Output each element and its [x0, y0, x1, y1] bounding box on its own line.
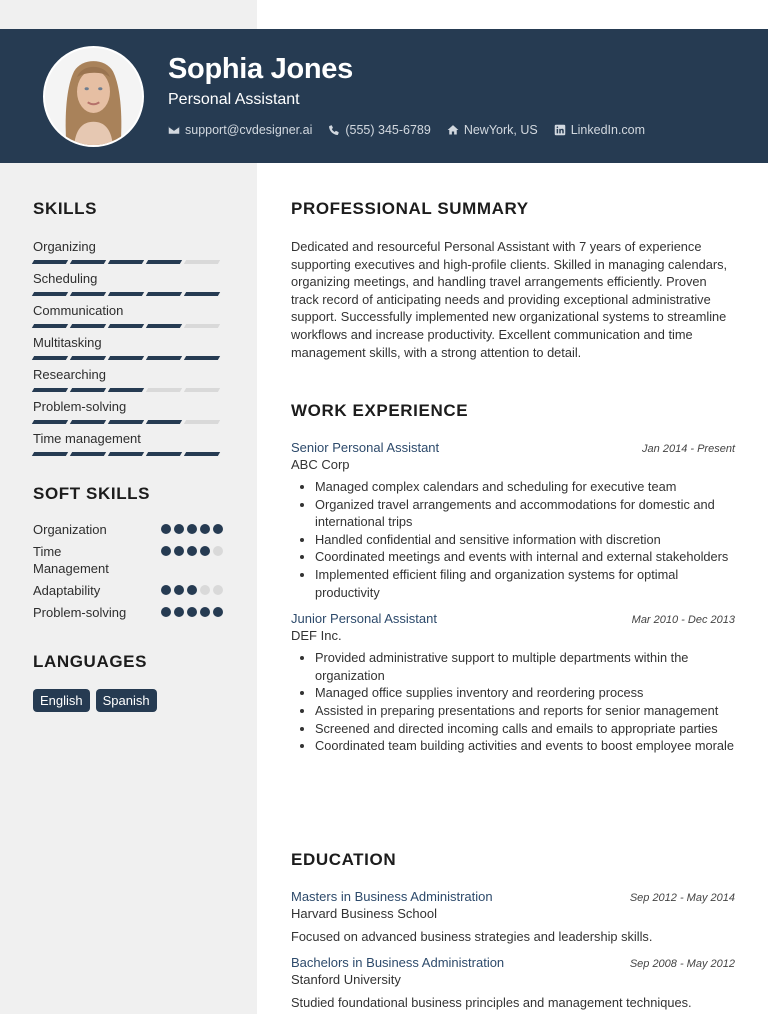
- job-bullets: [291, 649, 735, 755]
- skill-rating-bar: [33, 452, 223, 456]
- degree-title: Bachelors in Business Administration: [291, 955, 505, 970]
- candidate-name: Sophia Jones: [168, 53, 353, 85]
- school-name: Stanford University: [291, 972, 401, 987]
- skill-item: [33, 303, 223, 335]
- contact-email-text: support@cvdesigner.ai: [185, 123, 313, 137]
- education-section: [291, 850, 735, 1011]
- languages-heading: LANGUAGES: [33, 652, 148, 671]
- soft-skills-heading: SOFT SKILLS: [33, 484, 151, 503]
- soft-skill-rating: [161, 546, 223, 556]
- degree-title: Masters in Business Administration: [291, 889, 493, 904]
- job-bullet: • Managed complex calendars and scheduling for executive team: [315, 478, 735, 496]
- soft-skill-item: [33, 604, 223, 621]
- job-bullet: • Coordinated meetings and events with internal and external stakeholders: [315, 548, 735, 566]
- skill-rating-bar: [33, 356, 223, 360]
- soft-skill-rating: [161, 585, 223, 595]
- contact-phone-text: (555) 345-6789: [345, 123, 431, 137]
- job-bullet: • Organized travel arrangements and accommodations for domestic and international trips: [315, 496, 735, 531]
- soft-skills-section: [33, 484, 223, 626]
- skill-label: Researching: [33, 367, 106, 382]
- skill-rating-bar: [33, 388, 223, 392]
- profile-photo-icon: [45, 48, 142, 145]
- education-date: Sep 2012 - May 2014: [629, 892, 735, 904]
- experience-section: [291, 401, 735, 755]
- education-heading: EDUCATION: [291, 850, 397, 869]
- contact-linkedin-text: LinkedIn.com: [570, 123, 646, 137]
- language-tag-english: English: [33, 689, 90, 712]
- skill-rating-bar: [33, 260, 223, 264]
- job-bullet: • Coordinated team building activities and events to boost employee morale: [315, 737, 735, 755]
- language-tag-spanish: Spanish: [96, 689, 157, 712]
- languages-section: [33, 652, 223, 712]
- job-title: Junior Personal Assistant: [291, 611, 437, 627]
- job-bullet: • Handled confidential and sensitive information with discretion: [315, 531, 735, 549]
- job-company: DEF Inc.: [291, 628, 342, 644]
- skill-item: [33, 367, 223, 399]
- education-entry: [291, 955, 735, 1011]
- avatar: [43, 46, 144, 147]
- candidate-title: Personal Assistant: [168, 91, 300, 108]
- soft-skill-label: Time Management: [33, 544, 109, 576]
- summary-text: Dedicated and resourceful Personal Assistant with 7 years of experience supporting executives and high-profile clients. Skilled in managing calendars, organizing meetings, and handling travel arrangements efficiently. Proven track record of anticipating needs and providing exceptional administrative support. Successfully implemented new organizational systems to streamline workflows and increase productivity. Excellent communication and time management skills, with a strong attention to detail.: [291, 239, 728, 360]
- soft-skill-label: Problem-solving: [33, 605, 127, 620]
- envelope-icon: [168, 124, 180, 136]
- skill-label: Scheduling: [33, 271, 98, 286]
- job-date: Mar 2010 - Dec 2013: [631, 614, 735, 627]
- education-entry: [291, 889, 735, 945]
- soft-skill-item: [33, 543, 223, 577]
- skills-heading: SKILLS: [33, 199, 98, 218]
- skill-label: Problem-solving: [33, 399, 127, 414]
- soft-skill-item: [33, 521, 223, 538]
- soft-skills-list: [33, 521, 223, 621]
- skill-rating-bar: [33, 324, 223, 328]
- soft-skill-label: Adaptability: [33, 583, 101, 598]
- job-bullets: [291, 478, 735, 601]
- job-title: Senior Personal Assistant: [291, 440, 440, 455]
- skills-list: [33, 239, 223, 463]
- job-bullet: • Managed office supplies inventory and reordering process: [315, 684, 735, 702]
- skill-item: [33, 239, 223, 271]
- job-date: Jan 2014 - Present: [642, 443, 735, 455]
- skill-item: [33, 431, 223, 463]
- soft-skill-item: [33, 582, 223, 599]
- phone-icon: [328, 124, 340, 136]
- skill-item: [33, 335, 223, 367]
- skill-label: Communication: [33, 303, 124, 318]
- contact-location-text: NewYork, US: [463, 123, 538, 137]
- job-company: ABC Corp: [291, 457, 350, 472]
- skill-item: [33, 399, 223, 431]
- experience-heading: WORK EXPERIENCE: [291, 401, 469, 420]
- job-bullet: • Assisted in preparing presentations and reports for senior management: [315, 702, 735, 720]
- linkedin-icon: [554, 124, 566, 136]
- contact-list: [168, 123, 645, 137]
- language-tags: [33, 689, 223, 712]
- job-bullet: • Screened and directed incoming calls and emails to appropriate parties: [315, 720, 735, 738]
- contact-linkedin[interactable]: [554, 123, 645, 137]
- job-bullet: • Provided administrative support to multiple departments within the organization: [315, 649, 735, 684]
- job-entry: [291, 611, 735, 755]
- skill-item: [33, 271, 223, 303]
- skill-rating-bar: [33, 420, 223, 424]
- summary-section: [291, 199, 735, 361]
- skill-rating-bar: [33, 292, 223, 296]
- education-description: Focused on advanced business strategies and leadership skills.: [291, 929, 653, 944]
- skills-section: [33, 199, 223, 463]
- skill-label: Multitasking: [33, 335, 102, 350]
- job-entry: [291, 440, 735, 601]
- soft-skill-rating: [161, 524, 223, 534]
- skill-label: Organizing: [33, 239, 96, 254]
- soft-skill-label: Organization: [33, 522, 107, 537]
- contact-location: [447, 123, 538, 137]
- education-description: Studied foundational business principles and management techniques.: [291, 995, 692, 1010]
- soft-skill-rating: [161, 607, 223, 617]
- education-date: Sep 2008 - May 2012: [629, 958, 735, 970]
- skill-label: Time management: [33, 431, 141, 446]
- summary-heading: PROFESSIONAL SUMMARY: [291, 199, 529, 218]
- contact-email[interactable]: [168, 123, 312, 137]
- job-bullet: • Implemented efficient filing and organization systems for optimal productivity: [315, 566, 735, 601]
- school-name: Harvard Business School: [291, 906, 437, 921]
- contact-phone[interactable]: [328, 123, 430, 137]
- home-icon: [447, 124, 459, 136]
